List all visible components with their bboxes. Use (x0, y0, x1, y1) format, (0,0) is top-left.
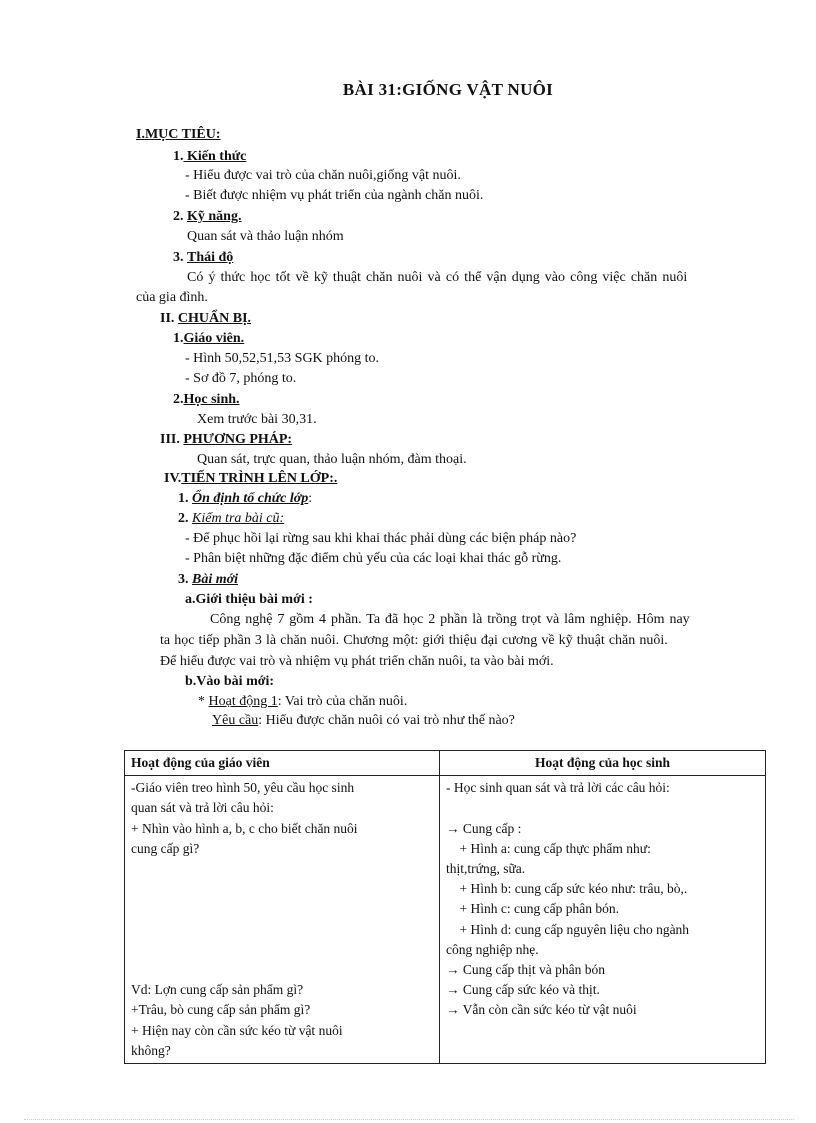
activity-star: * (198, 694, 205, 709)
section-4-heading (164, 470, 337, 488)
student-cell-line: + Hình a: cung cấp thực phẩm như: (446, 840, 651, 856)
attitude-num: 3. (173, 250, 184, 265)
requirement-text: : Hiểu được chăn nuôi có vai trò như thế nào? (258, 713, 515, 728)
step-1-tail: : (308, 491, 313, 506)
section-4-num: IV. (164, 471, 182, 486)
student-cell-line: → Cung cấp sức kéo và thịt. (446, 982, 600, 998)
step-1-num: 1. (178, 491, 189, 506)
knowledge-heading (173, 148, 246, 166)
section-2-num: II. (160, 311, 175, 326)
step-2-item-2: - Phân biệt những đặc điểm chủ yếu của các loại khai thác gỗ rừng. (185, 551, 562, 566)
teacher-cell-line (131, 940, 433, 960)
student-cell (440, 776, 766, 1064)
teacher-cell-line (131, 899, 433, 919)
teacher-prep-item-2: - Sơ đồ 7, phóng to. (185, 371, 297, 386)
teacher-cell-line (131, 960, 433, 980)
teacher-cell-line: quan sát và trả lời câu hỏi: (131, 800, 274, 816)
attitude-line-2: của gia đình. (136, 290, 208, 305)
teacher-cell-line: +Trâu, bò cung cấp sản phẩm gì? (131, 1002, 311, 1018)
step-3 (178, 571, 238, 589)
page-title: BÀI 31:GIỐNG VẬT NUÔI (342, 80, 554, 99)
requirement-line (212, 712, 515, 730)
step-2-label: Kiểm tra bài cũ: (192, 511, 285, 526)
activity-table (124, 750, 766, 1064)
knowledge-item-1: - Hiểu được vai trò của chăn nuôi,giống vật nuôi. (185, 168, 461, 183)
student-cell-line: + Hình d: cung cấp nguyên liệu cho ngành (446, 921, 690, 937)
step-1 (178, 490, 312, 508)
student-column-header: Hoạt động của học sinh (440, 751, 766, 776)
student-cell-line: → Vẫn còn cần sức kéo từ vật nuôi (446, 1002, 637, 1018)
teacher-prep-num: 1. (173, 331, 184, 346)
student-prep-heading (173, 391, 240, 409)
teacher-prep-item-1: - Hình 50,52,51,53 SGK phóng to. (185, 351, 380, 366)
section-4-label: TIẾN TRÌNH LÊN LỚP:. (181, 471, 338, 486)
intro-line-2: ta học tiếp phần 3 là chăn nuôi. Chương một: giới thiệu đại cương về kỹ thuật chăn nuôi. (160, 633, 668, 648)
activity-1-line (198, 693, 407, 711)
teacher-cell (125, 776, 440, 1064)
teacher-cell-line (131, 879, 433, 899)
table-header-row (125, 751, 766, 776)
section-2-label: CHUẨN BỊ. (177, 311, 252, 326)
section-3-num: III. (160, 432, 180, 447)
student-cell-line: thịt,trứng, sữa. (446, 861, 526, 877)
intro-heading: a.Giới thiệu bài mới : (185, 592, 313, 607)
page-footer-divider (24, 1119, 794, 1120)
step-2-item-1: - Để phục hồi lại rừng sau khi khai thác phải dùng các biện pháp nào? (185, 531, 577, 546)
student-cell-line: - Học sinh quan sát và trả lời các câu hỏi: (446, 780, 670, 796)
section-1-heading: I.MỤC TIÊU: (136, 127, 221, 142)
student-cell-line: → Cung cấp : (446, 820, 522, 836)
step-3-label: Bài mới (192, 572, 239, 587)
teacher-prep-heading (173, 330, 244, 348)
table-row (125, 776, 766, 1064)
skills-num: 2. (173, 209, 184, 224)
student-prep-num: 2. (173, 392, 184, 407)
teacher-cell-line: Vd: Lợn cung cấp sản phẩm gì? (131, 982, 304, 998)
attitude-line-1: Có ý thức học tốt về kỹ thuật chăn nuôi và có thể vận dụng vào công việc chăn nuôi (187, 270, 688, 285)
student-cell-line (446, 798, 759, 818)
section-3-heading (160, 431, 292, 449)
section-2-heading (160, 310, 251, 328)
student-cell-line: công nghiệp nhẹ. (446, 941, 539, 957)
enter-lesson-heading: b.Vào bài mới: (185, 674, 275, 689)
activity-1-text: : Vai trò của chăn nuôi. (277, 694, 408, 709)
knowledge-num: 1. (173, 149, 184, 164)
method-text: Quan sát, trực quan, thảo luận nhóm, đàm thoại. (197, 452, 467, 467)
teacher-cell-line: -Giáo viên treo hình 50, yêu cầu học sinh (131, 780, 355, 796)
skills-text: Quan sát và thảo luận nhóm (187, 229, 344, 244)
student-prep-text: Xem trước bài 30,31. (197, 412, 317, 427)
attitude-heading (173, 249, 233, 267)
step-2-num: 2. (178, 511, 189, 526)
student-prep-label: Học sinh. (183, 392, 240, 407)
requirement-label: Yêu cầu (212, 713, 259, 728)
attitude-label: Thái độ (187, 250, 234, 265)
knowledge-item-2: - Biết được nhiệm vụ phát triển của ngành chăn nuôi. (185, 188, 484, 203)
step-1-label: Ổn định tổ chức lớp (192, 491, 309, 506)
skills-heading (173, 208, 241, 226)
teacher-cell-line (131, 920, 433, 940)
teacher-cell-line: + Nhìn vào hình a, b, c cho biết chăn nuôi (131, 820, 358, 836)
teacher-cell-line: cung cấp gì? (131, 840, 200, 856)
teacher-cell-line (131, 859, 433, 879)
teacher-cell-line: không? (131, 1042, 171, 1058)
teacher-cell-line: + Hiện nay còn cần sức kéo từ vật nuôi (131, 1022, 343, 1038)
intro-line-1: Công nghệ 7 gồm 4 phần. Ta đã học 2 phần là trồng trọt và lâm nghiệp. Hôm nay (210, 612, 690, 627)
teacher-column-header: Hoạt động của giáo viên (125, 751, 440, 776)
student-cell-line: → Cung cấp thịt và phân bón (446, 962, 605, 978)
step-3-num: 3. (178, 572, 189, 587)
step-2 (178, 510, 284, 528)
teacher-prep-label: Giáo viên. (183, 331, 245, 346)
knowledge-label: Kiến thức (183, 149, 247, 164)
skills-label: Kỹ năng. (187, 209, 242, 224)
student-cell-line: + Hình c: cung cấp phân bón. (446, 901, 619, 917)
intro-line-3: Để hiểu được vai trò và nhiệm vụ phát triển chăn nuôi, ta vào bài mới. (160, 654, 554, 669)
activity-1-label: Hoạt động 1 (208, 694, 278, 709)
student-cell-line: + Hình b: cung cấp sức kéo như: trâu, bò,. (446, 881, 688, 897)
section-3-label: PHƯƠNG PHÁP: (183, 432, 293, 447)
